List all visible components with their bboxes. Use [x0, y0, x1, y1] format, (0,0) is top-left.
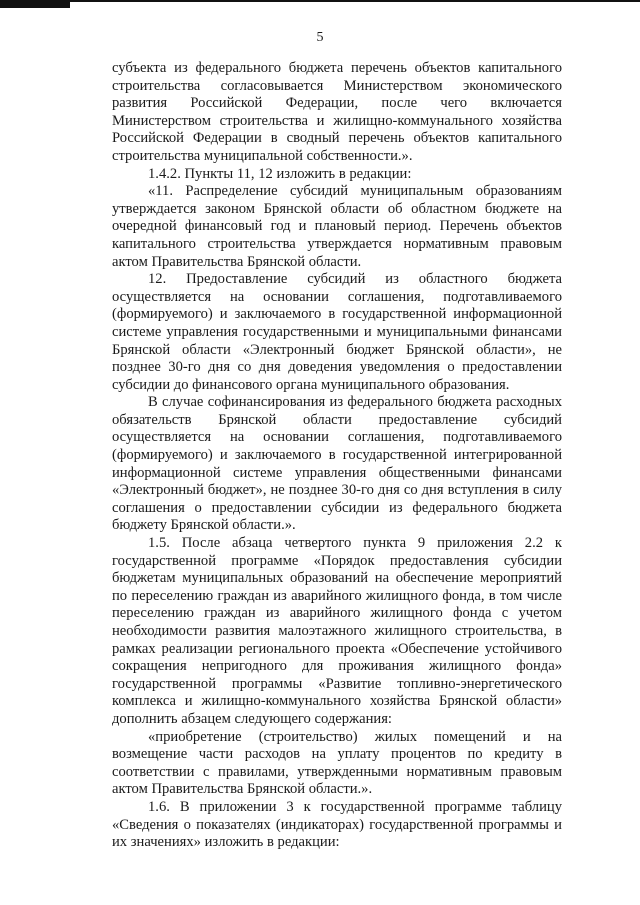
top-border-line — [0, 0, 640, 2]
paragraph-new-clause: «приобретение (строительство) жилых помещений и на возмещение части расходов на уплату процентов по кредиту в соответствии с правилами, утвержденными нормативным правовым актом Правительства Брянской области.». — [112, 728, 562, 798]
paragraph-item-1-5: 1.5. После абзаца четвертого пункта 9 приложения 2.2 к государственной программе «Порядок предоставления субсидии бюджетам муниципальных образований на обеспечение мероприятий по переселению граждан из аварийного жилищного фонда, в том числе переселению граждан из аварийного жилищного фонда с учетом необходимости развития малоэтажного жилищного строительства, в рамках реализации регионального проекта «Обеспечение устойчивого сокращения непригодного для проживания жилищного фонда» государственной программы «Развитие топливно-энергетического комплекса и жилищно-коммунального хозяйства Брянской области» дополнить абзацем следующего содержания: — [112, 535, 562, 727]
paragraph-point-11: «11. Распределение субсидий муниципальным образованиям утверждается законом Брянской области об областном бюджете на очередной финансовый год и плановый период. Перечень объектов капитального строительства утверждается нормативным правовым актом Правительства Брянской области. — [112, 183, 562, 270]
paragraph-point-12: 12. Предоставление субсидий из областного бюджета осуществляется на основании соглашения, подготавливаемого (формируемого) и заключаемого в государственной информационной системе управления государственными и муниципальными финансами Брянской области «Электронный бюджет Брянской области», не позднее 30-го дня со дня доведения уведомления о предоставлении субсидии до финансового органа муниципального образования. — [112, 271, 562, 393]
paragraph-cofinancing: В случае софинансирования из федерального бюджета расходных обязательств Брянской области предоставление субсидий осуществляется на основании соглашения, подготавливаемого (формируемого) и заключаемого в государственной интегрированной информационной системе управления общественными финансами «Электронный бюджет», не позднее 30-го дня со дня вступления в силу соглашения о предоставлении субсидии из федерального бюджета бюджету Брянской области.». — [112, 394, 562, 534]
page-number: 5 — [316, 30, 324, 45]
paragraph-continuation: субъекта из федерального бюджета перечень объектов капитального строительства согласовывается Министерством экономического развития Российской Федерации, после чего включается Министерством строительства и жилищно-коммунального хозяйства Российской Федерации в сводный перечень объектов капитального строительства муниципальной собственности.». — [112, 60, 562, 164]
paragraph-item-1-4-2: 1.4.2. Пункты 11, 12 изложить в редакции: — [148, 165, 412, 182]
document-body — [112, 60, 562, 852]
paragraph-item-1-6: 1.6. В приложении 3 к государственной программе таблицу «Сведения о показателях (индикаторах) государственной программы и их значениях» изложить в редакции: — [112, 798, 562, 851]
top-left-mark — [0, 0, 70, 8]
